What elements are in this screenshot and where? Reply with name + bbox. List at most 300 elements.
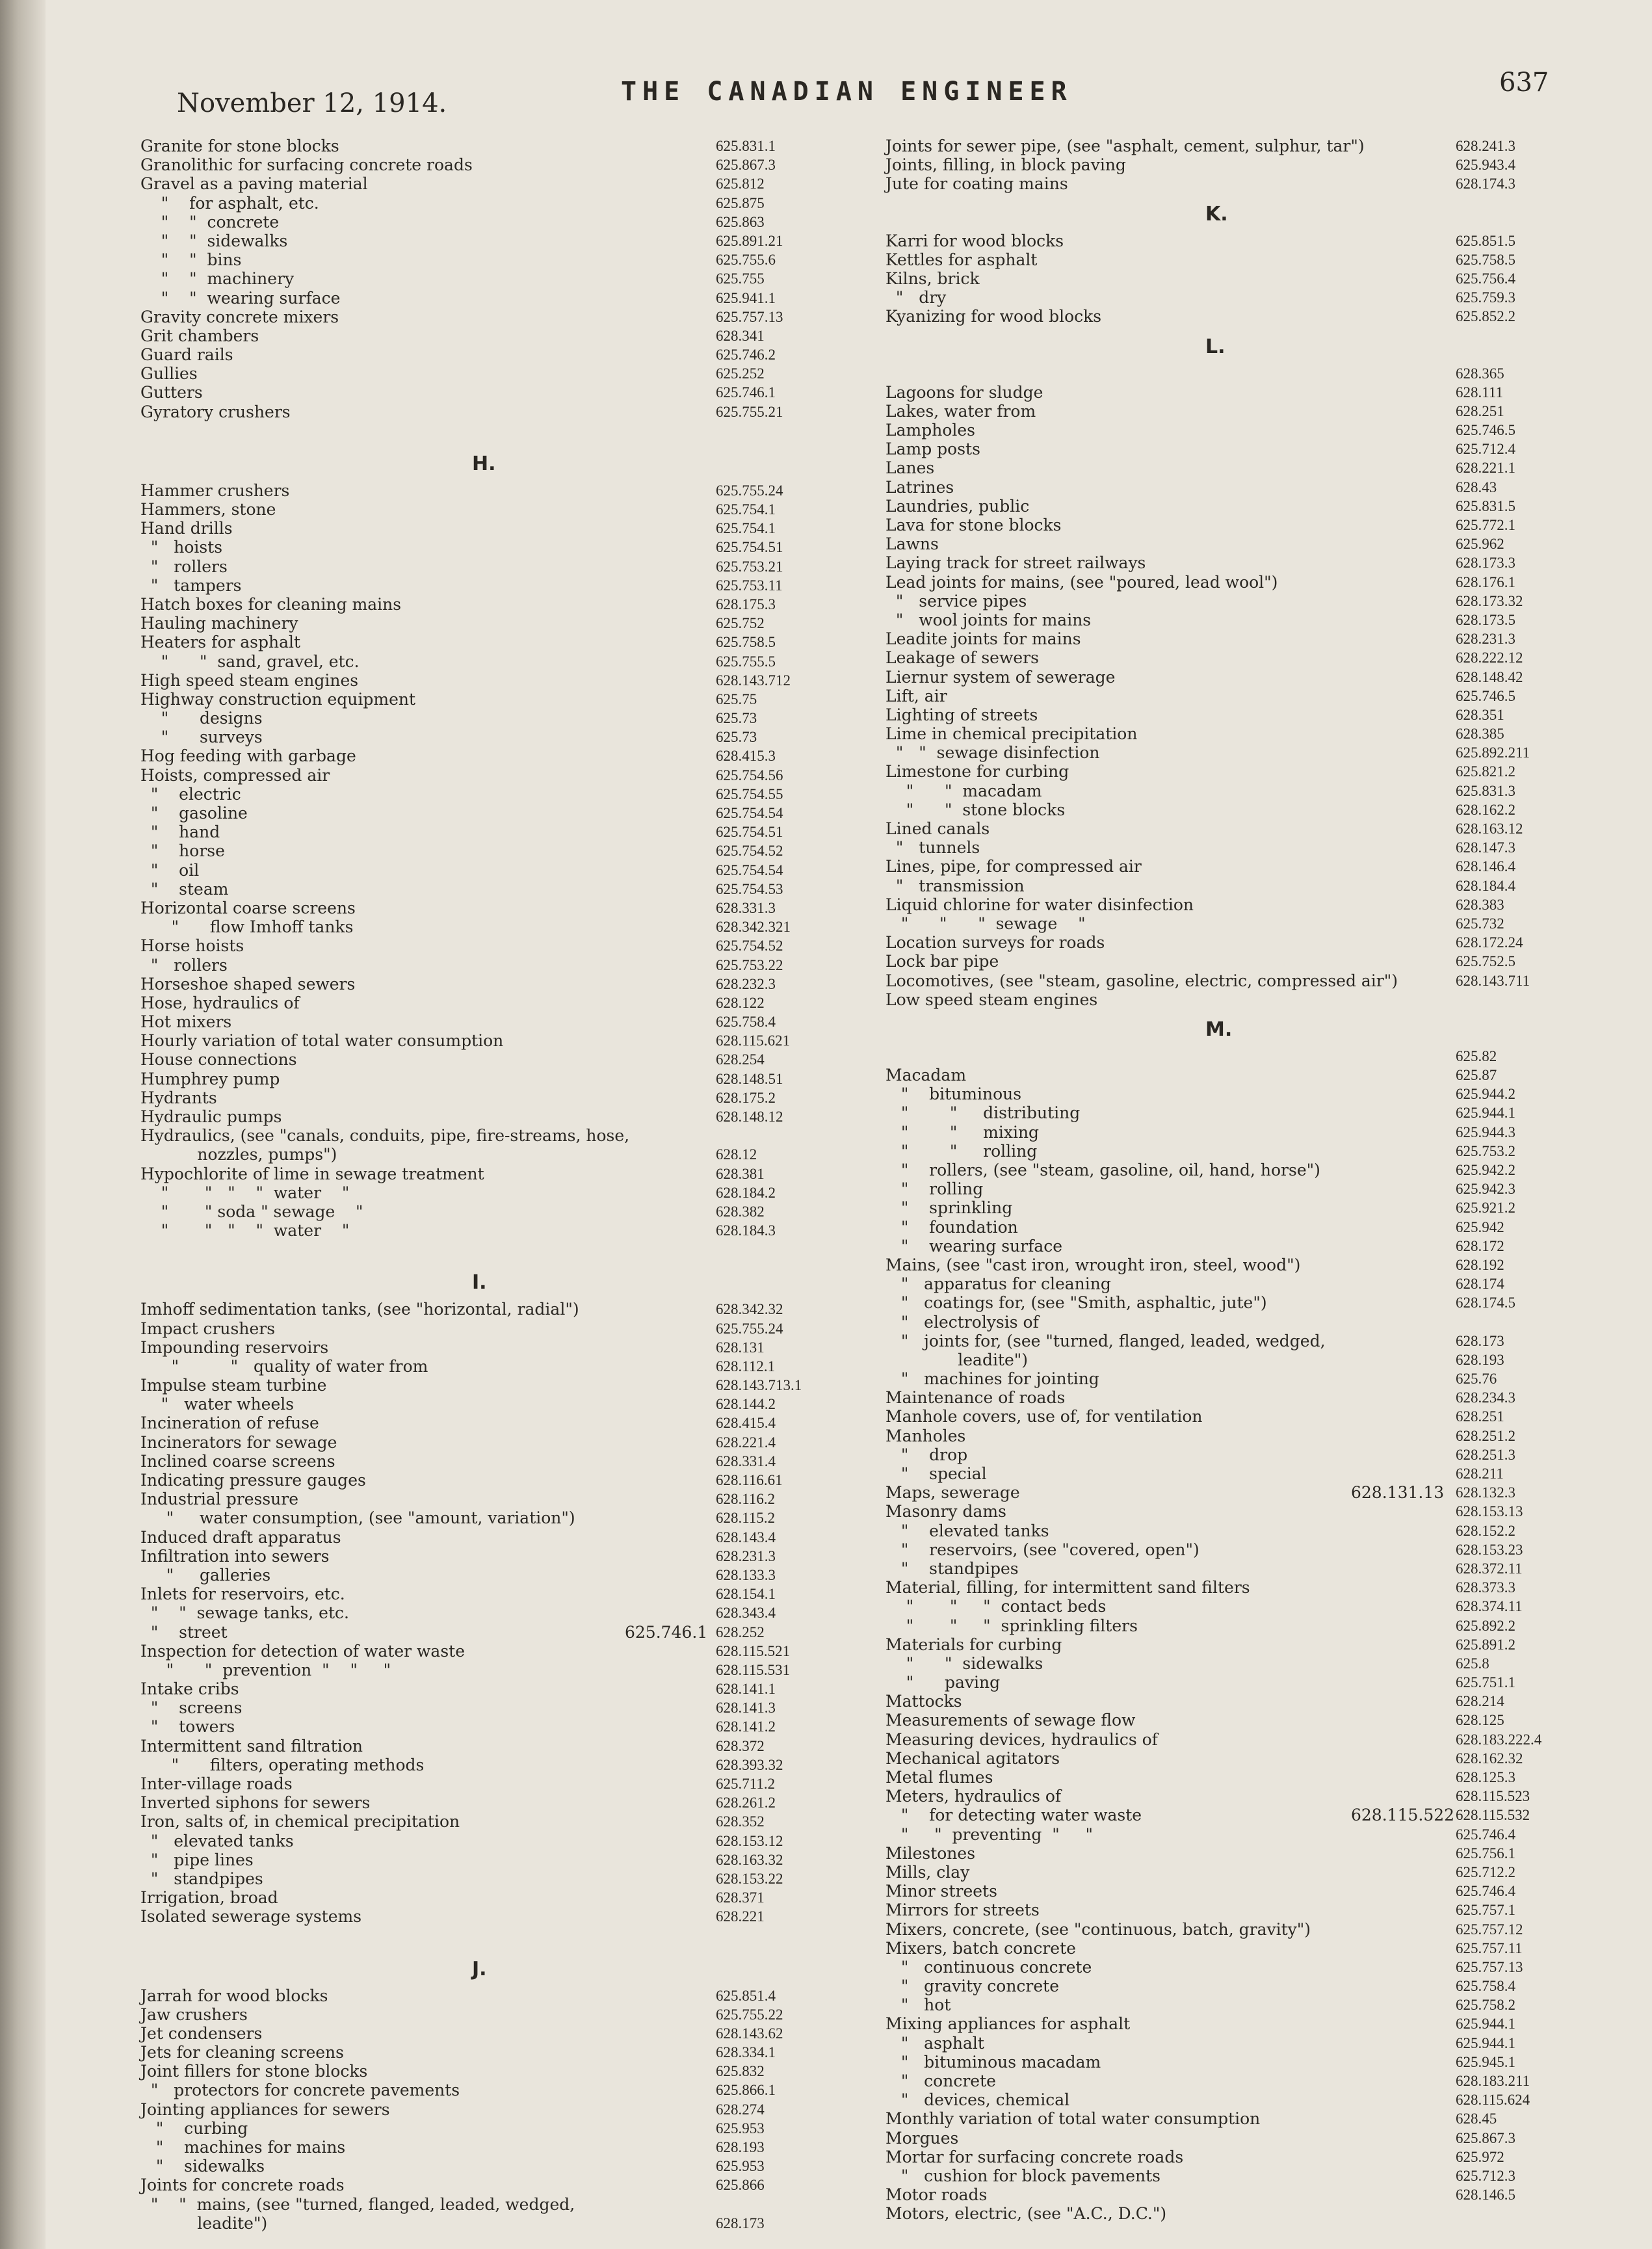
index-entry	[140, 766, 804, 785]
entry-classification-code: 625.754.51	[716, 539, 783, 556]
index-entry	[885, 1939, 1588, 1958]
entry-classification-code: 628.116.61	[716, 1472, 783, 1488]
entry-term: Minor streets	[885, 1882, 997, 1901]
entry-classification-code: 625.746.5	[1456, 687, 1515, 704]
entry-classification-code: 628.153.22	[716, 1870, 783, 1887]
entry-classification-code: 628.148.51	[716, 1070, 783, 1087]
entry-classification-code: 628.222.12	[1456, 650, 1523, 666]
entry-term: Jute for coating mains	[885, 174, 1068, 194]
entry-term: " flow Imhoff tanks	[140, 917, 354, 937]
index-entry	[885, 1369, 1588, 1388]
entry-term: Morgues	[885, 2128, 959, 2148]
entry-classification-code: 625.732	[1456, 915, 1504, 932]
index-entry	[885, 1313, 1588, 1332]
entry-term: Latrines	[885, 477, 954, 497]
index-entry	[885, 1047, 1588, 1066]
entry-classification-code: 625.759.3	[1456, 289, 1515, 306]
index-entry	[140, 1585, 804, 1603]
entry-classification-code: 628.115.624	[1456, 2092, 1530, 2109]
entry-classification-code: 628.274	[716, 2101, 765, 2118]
entry-classification-code: 628.148.12	[716, 1109, 783, 1125]
index-entry	[140, 1698, 804, 1717]
entry-classification-code: 628.221.4	[716, 1434, 776, 1451]
entry-term: " machines for mains	[140, 2138, 346, 2157]
entry-classification-code: 625.754.52	[716, 938, 783, 954]
entry-classification-code: 628.176.1	[1456, 573, 1515, 590]
entry-term: " " " contact beds	[885, 1597, 1107, 1616]
index-entry	[885, 762, 1588, 781]
entry-term: Impulse steam turbine	[140, 1376, 327, 1395]
entry-classification-code: 625.757.1	[1456, 1902, 1515, 1919]
section-heading	[140, 1949, 804, 1986]
index-entry	[885, 1540, 1588, 1559]
index-entry	[140, 538, 804, 557]
index-entry	[140, 1031, 804, 1050]
entry-classification-code: 628.154.1	[716, 1586, 776, 1603]
entry-term: High speed steam engines	[140, 670, 359, 690]
entry-term: " concrete	[885, 2071, 996, 2090]
entry-term: " hot	[885, 1995, 951, 2015]
entry-classification-code: 625.812	[716, 176, 765, 192]
entry-term: Mirrors for streets	[885, 1900, 1040, 1920]
entry-classification-code: 628.261.2	[716, 1795, 776, 1811]
entry-term: Joints for sewer pipe, (see "asphalt, cement, sulphur, tar")	[885, 137, 1365, 155]
index-entry	[885, 2090, 1588, 2109]
entry-classification-code: 628.231.3	[716, 1547, 776, 1564]
index-entry	[140, 1433, 804, 1452]
index-entry	[140, 1357, 804, 1376]
index-entry	[885, 307, 1588, 326]
entry-term: Hand drills	[140, 519, 233, 538]
entry-term: " dry	[885, 288, 947, 308]
entry-term: " " macadam	[885, 781, 1042, 800]
entry-classification-code: 628.331.4	[716, 1453, 776, 1469]
index-entry	[885, 629, 1588, 648]
entry-classification-code: 625.944.1	[1456, 1105, 1515, 1122]
entry-classification-code: 625.755.21	[716, 403, 783, 420]
entry-term: Lanes	[885, 458, 935, 478]
index-entry	[885, 876, 1588, 895]
entry-classification-code: 625.953	[716, 2120, 765, 2137]
entry-term: Intermittent sand filtration	[140, 1736, 363, 1756]
entry-classification-code: 628.115.523	[1456, 1788, 1530, 1805]
entry-term: Lined canals	[885, 819, 990, 838]
entry-classification-code: 628.162.32	[1456, 1750, 1523, 1767]
index-entry	[140, 383, 804, 402]
entry-term: Granolithic for surfacing concrete roads	[140, 155, 473, 175]
index-entry	[140, 1300, 804, 1319]
entry-classification-code: 628.351	[1456, 706, 1504, 723]
index-entry	[885, 1142, 1588, 1161]
entry-term: " " " " water "	[140, 1221, 350, 1241]
index-entry	[885, 1483, 1588, 1502]
entry-classification-code: 625.73	[716, 710, 757, 727]
entry-classification-code: 628.153.12	[716, 1832, 783, 1849]
entry-term: Lead joints for mains, (see "poured, lead wool")	[885, 572, 1278, 592]
entry-classification-code: 625.852.2	[1456, 308, 1515, 325]
entry-term: " " machinery	[140, 269, 295, 289]
entry-classification-code: 625.832	[716, 2063, 765, 2080]
entry-classification-code: 625.73	[716, 729, 757, 746]
index-entry	[885, 1787, 1588, 1806]
entry-term: " bituminous	[885, 1085, 1022, 1104]
index-entry	[885, 743, 1588, 762]
entry-term: Maps, sewerage	[885, 1483, 1020, 1503]
entry-classification-code: 625.712.3	[1456, 2167, 1515, 2184]
entry-classification-code: 628.214	[1456, 1693, 1504, 1710]
entry-classification-code: 625.753.22	[716, 956, 783, 973]
entry-classification-code: 628.125	[1456, 1712, 1504, 1729]
entry-term: Inspection for detection of water waste	[140, 1641, 465, 1661]
entry-term: Lawns	[885, 534, 939, 554]
entry-classification-code: 625.755.24	[716, 482, 783, 499]
entry-term: Highway construction equipment	[140, 689, 416, 709]
index-entry	[885, 800, 1588, 819]
entry-classification-code: 625.87	[1456, 1067, 1497, 1084]
entry-classification-code: 628.383	[1456, 896, 1504, 913]
index-entry	[140, 1319, 804, 1338]
index-entry	[885, 971, 1588, 990]
entry-classification-code: 628.234.3	[1456, 1389, 1515, 1406]
entry-classification-code: 625.756.1	[1456, 1845, 1515, 1861]
entry-term: Limestone for curbing	[885, 762, 1069, 782]
index-entry	[140, 1471, 804, 1490]
entry-classification-code: 628.241.3	[1456, 138, 1515, 154]
entry-classification-code: 628.365	[1456, 365, 1504, 382]
entry-classification-code: 628.131	[716, 1339, 765, 1356]
index-entry	[885, 668, 1588, 687]
entry-term: Infiltration into sewers	[140, 1546, 330, 1566]
entry-term: Milestones	[885, 1843, 976, 1863]
index-entry	[885, 440, 1588, 458]
entry-classification-code: 628.146.5	[1456, 2187, 1515, 2203]
index-entry	[885, 553, 1588, 572]
entry-classification-code: 628.148.42	[1456, 668, 1523, 685]
entry-classification-code: 625.757.11	[1456, 1940, 1523, 1956]
entry-classification-code: 625.754.56	[716, 767, 783, 783]
entry-term: Manhole covers, use of, for ventilation	[885, 1407, 1203, 1427]
index-entry	[885, 857, 1588, 876]
entry-classification-code: 625.944.2	[1456, 1086, 1515, 1103]
entry-term: Meters, hydraulics of	[885, 1787, 1062, 1806]
index-entry	[140, 1850, 804, 1869]
entry-term: Hot mixers	[140, 1012, 232, 1032]
entry-classification-code: 628.184.3	[716, 1222, 776, 1239]
entry-classification-code: 625.942	[1456, 1218, 1504, 1235]
entry-term: Mains, (see "cast iron, wrought iron, steel, wood")	[885, 1255, 1301, 1274]
entry-term: Grit chambers	[140, 326, 259, 345]
index-entry	[140, 519, 804, 538]
index-entry	[140, 822, 804, 841]
index-entry	[885, 231, 1588, 250]
entry-term: Humphrey pump	[140, 1069, 280, 1088]
index-entry	[140, 1202, 804, 1221]
index-entry	[885, 990, 1588, 1009]
entry-classification-code: 625.972	[1456, 2148, 1504, 2165]
entry-classification-code: 625.944.1	[1456, 2034, 1515, 2051]
index-entry	[885, 1502, 1588, 1521]
section-letter: H.	[472, 452, 496, 475]
index-entry	[140, 1221, 804, 1240]
index-entry	[140, 1107, 804, 1126]
entry-classification-code: 625.754.54	[716, 861, 783, 878]
index-entry	[140, 1012, 804, 1031]
entry-term: House connections	[140, 1050, 297, 1070]
index-entry	[885, 1920, 1588, 1939]
entry-classification-code: 625.756.4	[1456, 270, 1515, 287]
entry-classification-code: 628.146.4	[1456, 858, 1515, 875]
entry-classification-code: 628.153.13	[1456, 1503, 1523, 1520]
entry-classification-code: 625.753.2	[1456, 1142, 1515, 1159]
entry-term: " " prevention " " "	[140, 1660, 391, 1679]
index-entry	[885, 250, 1588, 269]
index-entry	[885, 1806, 1588, 1824]
entry-term: Horizontal coarse screens	[140, 898, 356, 917]
index-entry	[140, 1756, 804, 1774]
index-entry	[140, 345, 804, 364]
entry-term: Hose, hydraulics of	[140, 993, 300, 1012]
entry-classification-code: 625.942.3	[1456, 1181, 1515, 1198]
entry-classification-code: 628.184.4	[1456, 877, 1515, 894]
index-entry	[885, 2204, 1588, 2223]
entry-term: " " soda " sewage "	[140, 1202, 363, 1221]
entry-classification-code: 628.115.531	[716, 1661, 791, 1678]
index-entry	[885, 1218, 1588, 1237]
index-entry	[885, 1616, 1588, 1635]
index-entry	[140, 269, 804, 288]
index-entry	[885, 1597, 1588, 1616]
entry-classification-code: 625.944.3	[1456, 1124, 1515, 1140]
index-entry	[140, 402, 804, 421]
section-letter: J.	[472, 1957, 487, 1980]
index-entry	[140, 1661, 804, 1679]
entry-classification-code: 625.821.2	[1456, 763, 1515, 780]
entry-term: Kilns, brick	[885, 269, 980, 288]
index-entry	[885, 269, 1588, 288]
entry-term: " gasoline	[140, 804, 248, 822]
entry-term: " paving	[885, 1673, 1001, 1692]
section-letter: I.	[472, 1271, 487, 1295]
index-entry	[140, 975, 804, 993]
entry-term: Location surveys for roads	[885, 933, 1105, 953]
entry-term: " " " sprinkling filters	[885, 1616, 1138, 1635]
entry-term: " protectors for concrete pavements	[140, 2081, 460, 2100]
entry-classification-code: 628.172.24	[1456, 934, 1523, 951]
entry-term: Incineration of refuse	[140, 1414, 319, 1433]
entry-classification-code: 625.851.4	[716, 1987, 776, 2004]
entry-term: Indicating pressure gauges	[140, 1471, 366, 1490]
index-entry	[885, 1445, 1588, 1464]
index-entry	[140, 1986, 804, 2005]
entry-classification-code: 625.953	[716, 2158, 765, 2175]
entry-term: " galleries	[140, 1565, 271, 1585]
entry-classification-code: 628.175.3	[716, 596, 776, 612]
entry-classification-code: 625.758.4	[1456, 1978, 1515, 1995]
entry-term: " " distributing	[885, 1103, 1081, 1123]
entry-classification-code: 625.755.22	[716, 2006, 783, 2023]
book-gutter-shadow	[0, 0, 46, 2249]
entry-classification-code: 625.758.5	[1456, 251, 1515, 268]
entry-term: Leadite joints for mains	[885, 629, 1081, 649]
section-gap	[140, 1240, 804, 1262]
entry-classification-code: 628.341	[716, 327, 765, 344]
entry-term: " rollers	[140, 955, 228, 975]
entry-classification-code: 628.141.2	[716, 1718, 776, 1735]
entry-classification-code: 628.382	[716, 1203, 765, 1220]
entry-term: Irrigation, broad	[140, 1888, 278, 1908]
index-entry	[140, 1088, 804, 1107]
entry-classification-code: 628.144.2	[716, 1396, 776, 1413]
entry-term: Gravel as a paving material	[140, 174, 368, 194]
index-entry	[885, 497, 1588, 516]
index-entry	[140, 213, 804, 231]
index-column-right	[885, 137, 1588, 2224]
entry-term: Industrial pressure	[140, 1490, 299, 1509]
entry-classification-code: 628.143.712	[716, 672, 791, 689]
index-entry	[140, 1812, 804, 1831]
entry-classification-code: 628.111	[1456, 384, 1504, 401]
entry-term: Kyanizing for wood blocks	[885, 307, 1102, 326]
entry-term: " wool joints for mains	[885, 610, 1092, 629]
entry-term: Lift, air	[885, 686, 947, 705]
issue-date: November 12, 1914.	[177, 88, 447, 118]
entry-classification-code: 628.251	[1456, 1408, 1504, 1425]
index-entry	[885, 1237, 1588, 1256]
index-entry	[885, 2109, 1588, 2128]
entry-term: " devices, chemical	[885, 2090, 1070, 2110]
entry-term: Gyratory crushers	[140, 402, 291, 421]
entry-term: Gravity concrete mixers	[140, 307, 339, 326]
index-entry	[885, 288, 1588, 307]
entry-term: " tampers	[140, 575, 242, 595]
entry-term: " water consumption, (see "amount, variation")	[140, 1508, 575, 1528]
index-entry	[140, 174, 804, 193]
entry-classification-code: 625.758.4	[716, 1014, 776, 1031]
entry-term: " standpipes	[140, 1869, 263, 1888]
index-entry	[140, 690, 804, 709]
entry-term: " " sidewalks	[140, 231, 288, 250]
entry-inline-code: 628.115.522	[1351, 1806, 1455, 1825]
index-entry	[140, 500, 804, 519]
entry-term: " sidewalks	[140, 2157, 265, 2176]
entry-classification-code: 628.385	[1456, 726, 1504, 743]
entry-classification-code: 625.754.51	[716, 824, 783, 841]
entry-classification-code: 628.163.12	[1456, 821, 1523, 837]
entry-classification-code: 625.772.1	[1456, 517, 1515, 533]
entry-term: Granite for stone blocks	[140, 137, 339, 155]
index-entry	[140, 1414, 804, 1432]
section-gap	[140, 421, 804, 443]
entry-classification-code: 628.147.3	[1456, 839, 1515, 856]
entry-classification-code: 628.132.3	[1456, 1484, 1515, 1501]
index-entry	[885, 592, 1588, 611]
entry-term: " wearing surface	[885, 1236, 1063, 1256]
index-entry	[885, 2071, 1588, 2090]
entry-classification-code: 628.331.3	[716, 899, 776, 916]
entry-term: " " preventing " "	[885, 1824, 1094, 1844]
entry-term: Mixers, concrete, (see "continuous, batch, gravity")	[885, 1919, 1311, 1939]
entry-classification-code: 628.393.32	[716, 1756, 783, 1773]
entry-classification-code: 625.755	[716, 270, 765, 287]
index-entry	[140, 576, 804, 595]
entry-term: Lagoons for sludge	[885, 382, 1043, 402]
entry-term: Motors, electric, (see "A.C., D.C.")	[885, 2204, 1167, 2224]
entry-classification-code: 625.758.2	[1456, 1997, 1515, 2014]
entry-term: " joints for, (see "turned, flanged, leaded, wedged,	[885, 1331, 1326, 1350]
entry-term: Measurements of sewage flow	[885, 1711, 1136, 1730]
entry-classification-code: 625.711.2	[716, 1776, 776, 1792]
index-entry	[140, 671, 804, 690]
entry-classification-code: 628.112.1	[716, 1358, 776, 1374]
entry-classification-code: 625.867.3	[1456, 2129, 1515, 2146]
index-entry	[885, 174, 1588, 193]
index-entry	[140, 155, 804, 174]
entry-term: Impounding reservoirs	[140, 1337, 329, 1357]
entry-term: " " mixing	[885, 1122, 1040, 1142]
index-entry	[885, 1256, 1588, 1274]
section-letter: K.	[1205, 202, 1228, 226]
entry-classification-code: 625.866.1	[716, 2082, 776, 2099]
entry-classification-code: 628.173.5	[1456, 611, 1515, 628]
index-entry	[885, 1692, 1588, 1711]
index-entry	[885, 1388, 1588, 1407]
entry-classification-code: 625.875	[716, 194, 765, 211]
entry-classification-code: 628.232.3	[716, 975, 776, 992]
entry-term: " " stone blocks	[885, 800, 1066, 819]
entry-term: Karri for wood blocks	[885, 231, 1064, 250]
entry-classification-code: 625.754.53	[716, 880, 783, 897]
entry-classification-code: 625.746.5	[1456, 422, 1515, 439]
entry-classification-code: 628.192	[1456, 1256, 1504, 1273]
entry-term: Mattocks	[885, 1692, 962, 1711]
index-entry	[140, 1774, 804, 1793]
index-entry	[140, 364, 804, 383]
entry-classification-code: 628.381	[716, 1165, 765, 1182]
entry-term: Inverted siphons for sewers	[140, 1793, 371, 1813]
entry-classification-code: 628.372.11	[1456, 1560, 1523, 1577]
entry-term: Incinerators for sewage	[140, 1432, 337, 1452]
entry-term: Hydrants	[140, 1088, 217, 1107]
index-entry	[140, 746, 804, 765]
index-entry	[885, 1995, 1588, 2014]
entry-classification-code: 625.891.21	[716, 232, 783, 249]
index-entry	[140, 1183, 804, 1202]
entry-term: " continuous concrete	[885, 1957, 1092, 1977]
index-entry	[885, 724, 1588, 743]
entry-term: Maintenance of roads	[885, 1388, 1066, 1408]
entry-term: Lampholes	[885, 421, 975, 440]
entry-classification-code: 625.753.21	[716, 558, 783, 575]
index-entry	[885, 819, 1588, 838]
entry-term: Lighting of streets	[885, 705, 1038, 724]
entry-classification-code: 625.962	[1456, 536, 1504, 553]
entry-classification-code: 625.76	[1456, 1371, 1497, 1388]
entry-inline-code: 628.131.13	[1351, 1483, 1445, 1503]
entry-term: Laundries, public	[885, 496, 1030, 516]
entry-term: " machines for jointing	[885, 1369, 1099, 1389]
entry-inline-code: 625.746.1	[625, 1622, 708, 1642]
section-heading	[140, 1262, 804, 1300]
index-entry	[885, 1085, 1588, 1103]
index-entry	[140, 1793, 804, 1812]
entry-classification-code: 628.141.1	[716, 1681, 776, 1698]
index-entry	[885, 611, 1588, 629]
entry-term: " coatings for, (see "Smith, asphaltic, jute")	[885, 1293, 1267, 1313]
entry-term: Jet condensers	[140, 2023, 263, 2043]
index-entry	[885, 1882, 1588, 1900]
entry-term: Guard rails	[140, 345, 233, 365]
entry-classification-code: 625.754.54	[716, 805, 783, 821]
